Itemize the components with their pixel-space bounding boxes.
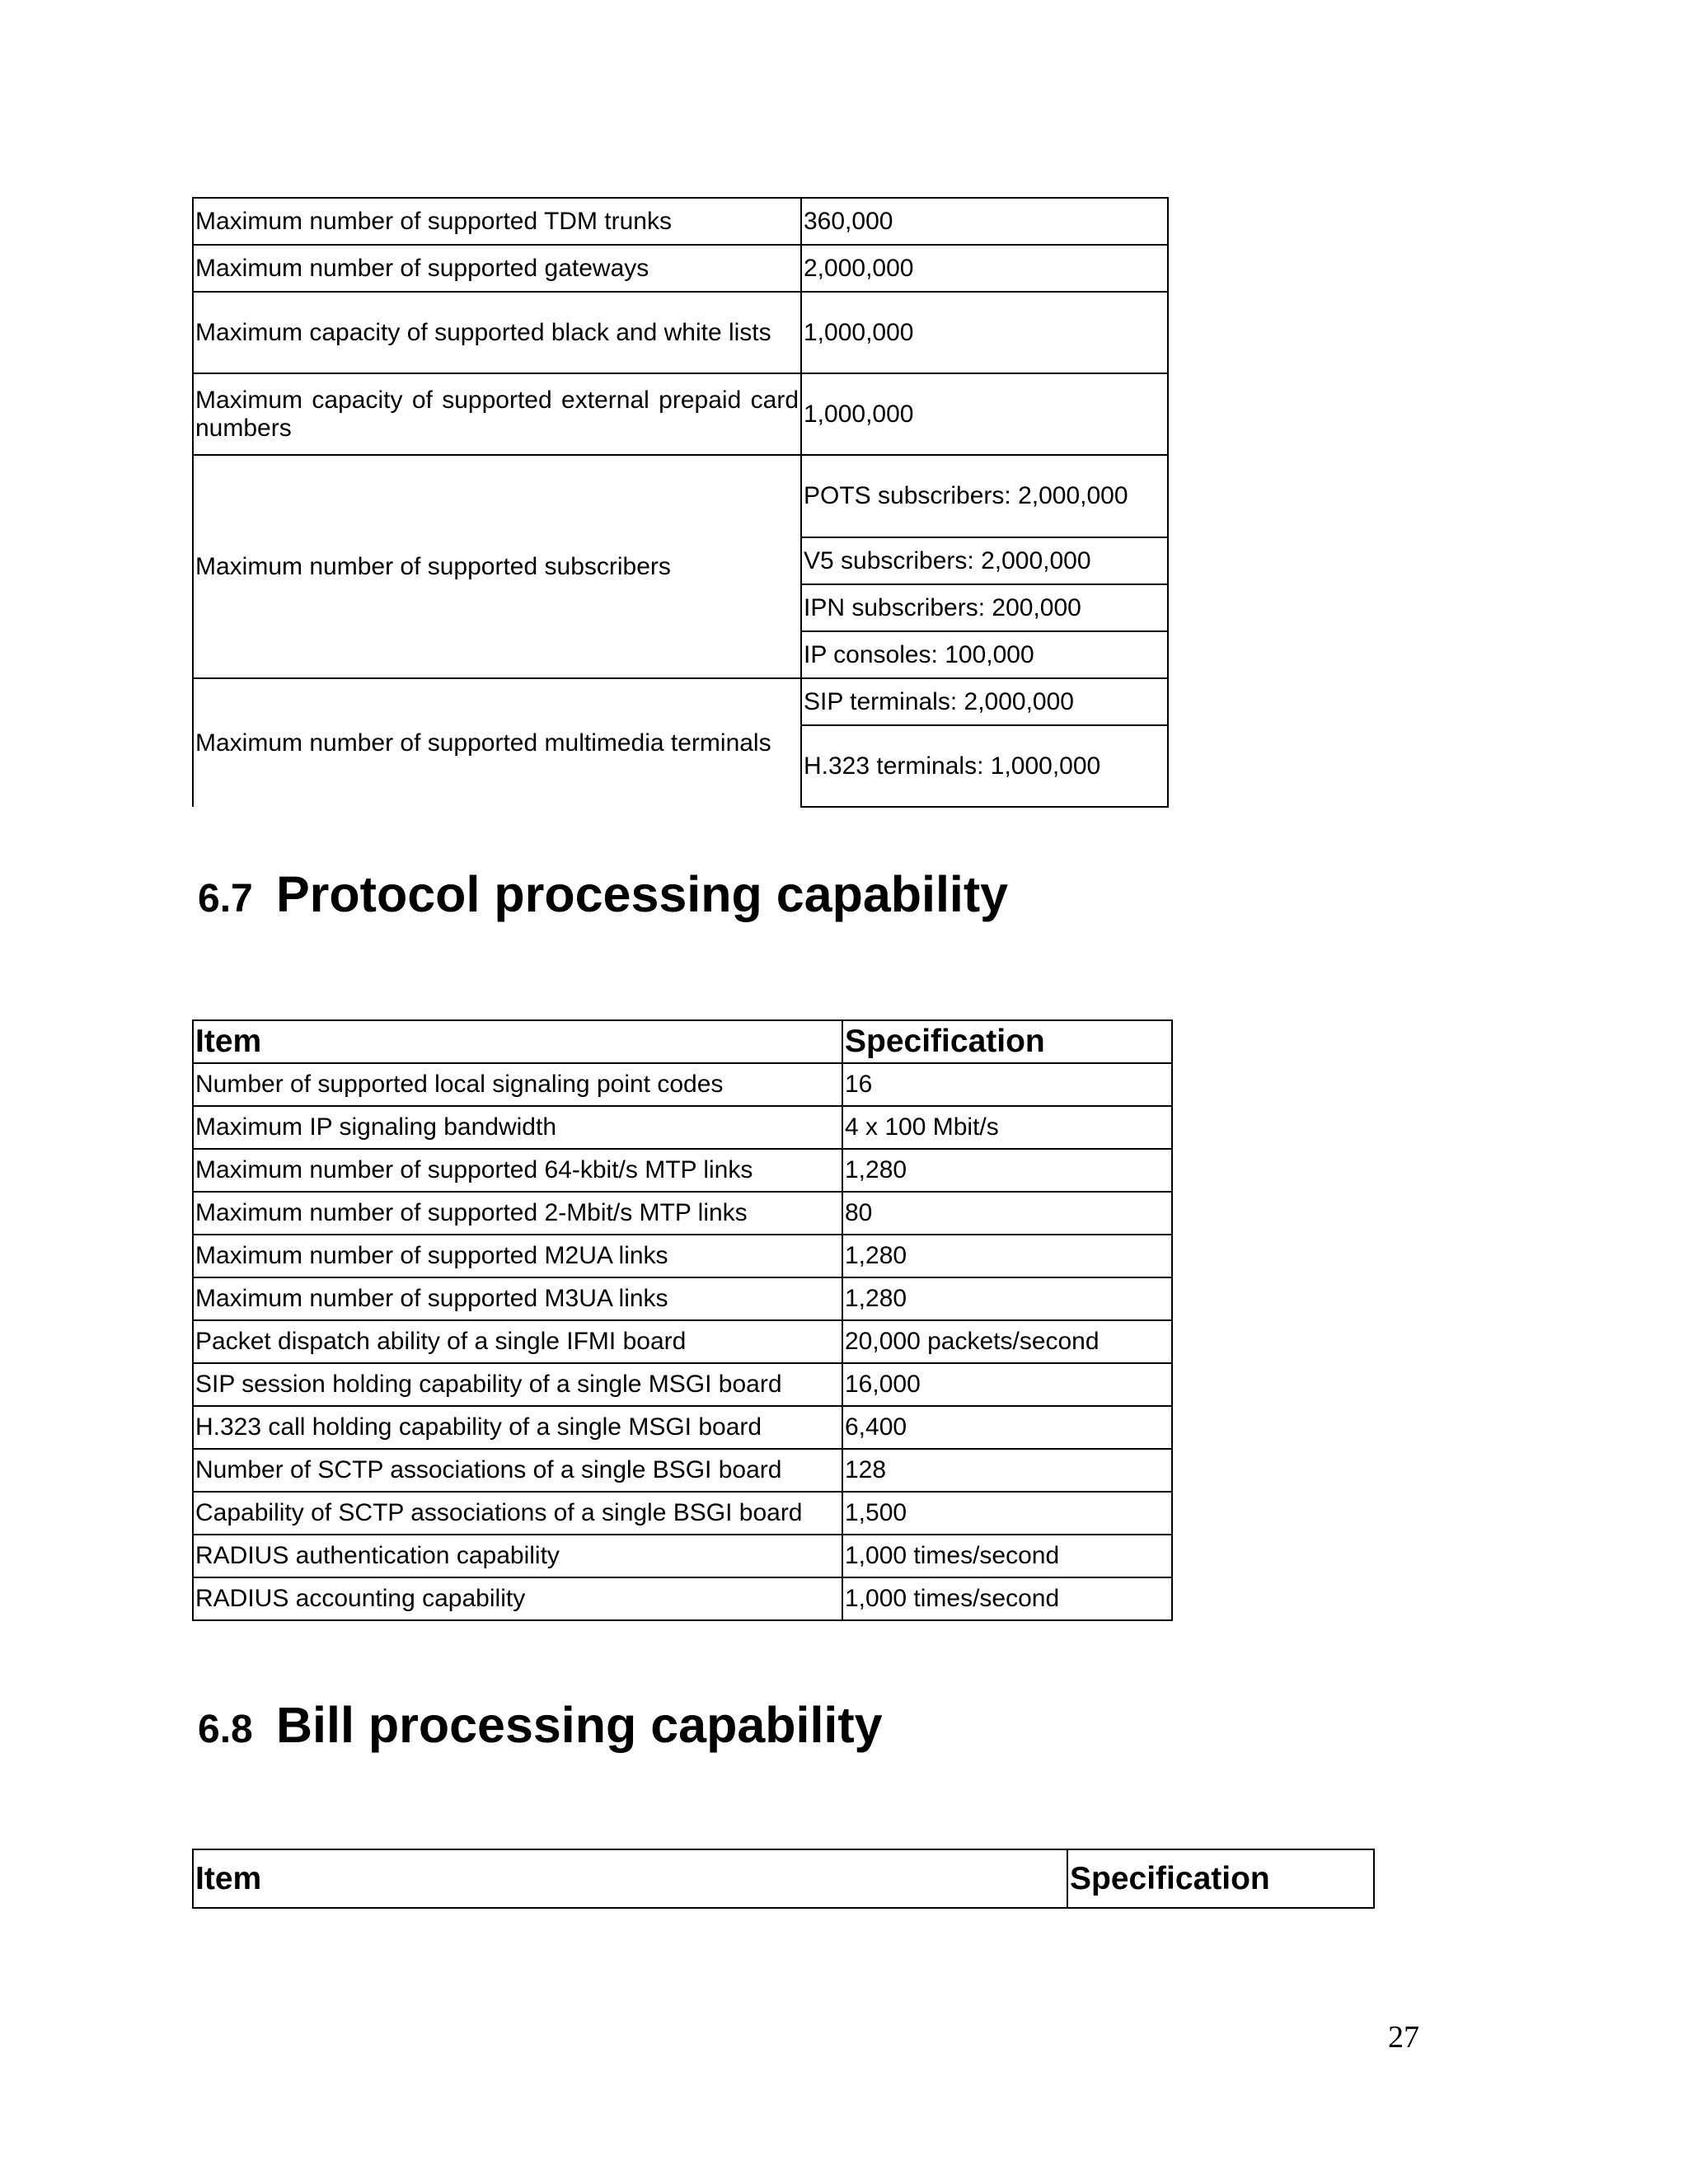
- item-cell: Packet dispatch ability of a single IFMI board: [193, 1320, 842, 1363]
- page-number: 27: [1388, 2020, 1419, 2055]
- item-cell: Maximum IP signaling bandwidth: [193, 1106, 842, 1149]
- value-cell: POTS subscribers: 2,000,000: [801, 455, 1168, 537]
- item-cell: Maximum number of supported 2-Mbit/s MTP links: [193, 1192, 842, 1235]
- spec-cell: 128: [842, 1449, 1172, 1492]
- spec-cell: 1,280: [842, 1235, 1172, 1277]
- table-row: [193, 1535, 1172, 1577]
- table-row: [193, 1577, 1172, 1620]
- table-header-row: [193, 1020, 1172, 1063]
- item-cell: RADIUS authentication capability: [193, 1535, 842, 1577]
- spec-cell: 1,280: [842, 1277, 1172, 1320]
- section-number: 6.7: [198, 877, 253, 921]
- spec-cell: 16: [842, 1063, 1172, 1106]
- table-row: [193, 373, 1168, 455]
- item-cell: Maximum number of supported M3UA links: [193, 1277, 842, 1320]
- bill-table: [192, 1849, 1375, 1909]
- item-cell: [193, 373, 801, 455]
- spec-cell: 1,000 times/second: [842, 1577, 1172, 1620]
- spec-cell: 1,500: [842, 1492, 1172, 1535]
- value-cell: 1,000,000: [801, 373, 1168, 455]
- value-cell: H.323 terminals: 1,000,000: [801, 725, 1168, 807]
- section-title: Bill processing capability: [276, 1697, 883, 1753]
- table-header-row: [193, 1849, 1374, 1908]
- item-cell: RADIUS accounting capability: [193, 1577, 842, 1620]
- column-header: Item: [193, 1020, 842, 1063]
- item-cell: Maximum number of supported multimedia terminals: [193, 678, 801, 807]
- table-row: [193, 292, 1168, 373]
- spec-cell: 1,280: [842, 1149, 1172, 1192]
- spec-cell: 6,400: [842, 1406, 1172, 1449]
- table-row: [193, 1235, 1172, 1277]
- table-row: [193, 1449, 1172, 1492]
- table-row: [193, 1192, 1172, 1235]
- column-header: Specification: [1067, 1849, 1374, 1908]
- item-cell: SIP session holding capability of a single MSGI board: [193, 1363, 842, 1406]
- table-row: [193, 198, 1168, 245]
- table-row: [193, 1063, 1172, 1106]
- table-row: [193, 1106, 1172, 1149]
- spec-cell: 20,000 packets/second: [842, 1320, 1172, 1363]
- item-cell: Maximum number of supported 64-kbit/s MTP links: [193, 1149, 842, 1192]
- value-cell: 2,000,000: [801, 245, 1168, 292]
- item-cell: Maximum capacity of supported black and white lists: [193, 292, 801, 373]
- spec-cell: 4 x 100 Mbit/s: [842, 1106, 1172, 1149]
- item-cell: Capability of SCTP associations of a single BSGI board: [193, 1492, 842, 1535]
- item-cell: H.323 call holding capability of a single MSGI board: [193, 1406, 842, 1449]
- item-cell: Number of SCTP associations of a single BSGI board: [193, 1449, 842, 1492]
- table-row: [193, 1406, 1172, 1449]
- section-heading: [198, 1696, 883, 1754]
- item-line: numbers: [195, 414, 292, 442]
- value-cell: IPN subscribers: 200,000: [801, 584, 1168, 631]
- item-cell: Number of supported local signaling point codes: [193, 1063, 842, 1106]
- table-row: [193, 678, 1168, 725]
- value-cell: IP consoles: 100,000: [801, 631, 1168, 678]
- section-number: 6.8: [198, 1708, 253, 1751]
- table-row: [193, 1320, 1172, 1363]
- item-cell: Maximum number of supported M2UA links: [193, 1235, 842, 1277]
- table-row: [193, 245, 1168, 292]
- spec-cell: 80: [842, 1192, 1172, 1235]
- table-row: [193, 1149, 1172, 1192]
- section-title: Protocol processing capability: [276, 866, 1009, 922]
- column-header: Specification: [842, 1020, 1172, 1063]
- table-row: [193, 1492, 1172, 1535]
- capacity-table: [192, 197, 1169, 808]
- item-cell: Maximum number of supported gateways: [193, 245, 801, 292]
- item-cell: Maximum number of supported TDM trunks: [193, 198, 801, 245]
- item-line: Maximum capacity of supported external prepaid card: [195, 386, 799, 414]
- table-row: [193, 455, 1168, 537]
- column-header: Item: [193, 1849, 1067, 1908]
- table-row: [193, 1363, 1172, 1406]
- spec-cell: 16,000: [842, 1363, 1172, 1406]
- value-cell: 360,000: [801, 198, 1168, 245]
- section-heading: [198, 865, 1008, 923]
- table-row: [193, 1277, 1172, 1320]
- protocol-table: [192, 1019, 1173, 1621]
- value-cell: V5 subscribers: 2,000,000: [801, 537, 1168, 584]
- item-cell: Maximum number of supported subscribers: [193, 455, 801, 678]
- value-cell: 1,000,000: [801, 292, 1168, 373]
- value-cell: SIP terminals: 2,000,000: [801, 678, 1168, 725]
- spec-cell: 1,000 times/second: [842, 1535, 1172, 1577]
